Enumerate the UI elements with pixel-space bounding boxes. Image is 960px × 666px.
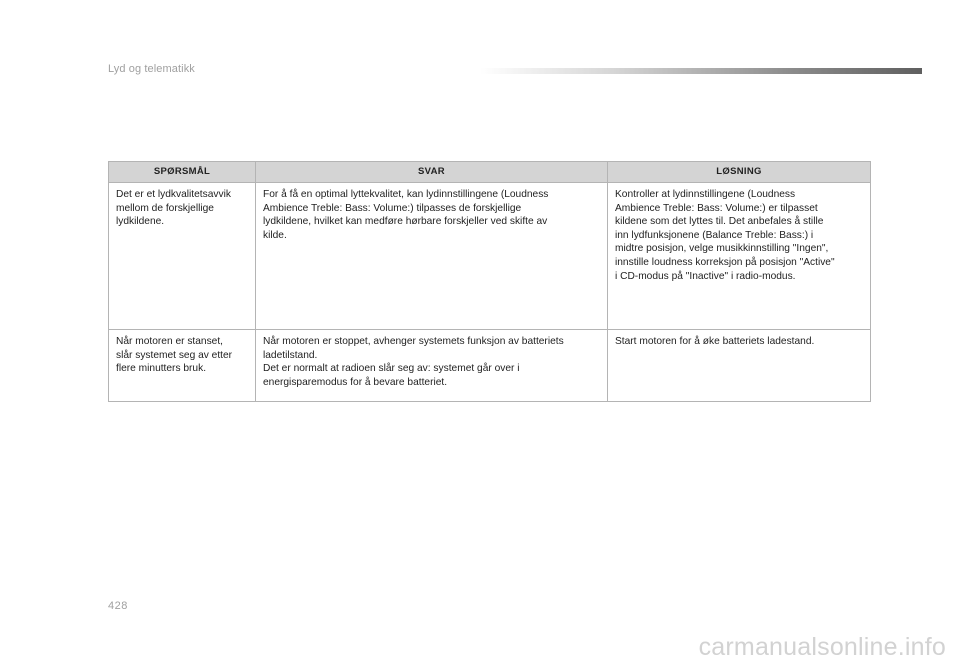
- solution-cell: [608, 183, 871, 330]
- text-line: inn lydfunksjonene (Balance Treble: Bass:) i: [615, 229, 814, 241]
- table-row: [109, 183, 871, 330]
- text-line: flere minutters bruk.: [116, 363, 207, 375]
- text-line: lydkildene.: [116, 216, 165, 228]
- page-number: 428: [108, 600, 128, 612]
- text-line: Det er et lydkvalitetsavvik: [116, 189, 231, 200]
- column-header-answer: SVAR: [256, 162, 608, 183]
- text-line: Ambience Treble: Bass: Volume:) tilpasses de forskjellige: [263, 202, 522, 214]
- text-line: innstille loudness korreksjon på posisjon "Active": [615, 256, 835, 268]
- text-line: midtre posisjon, velge musikkinnstilling "Ingen",: [615, 243, 829, 255]
- text-line: Når motoren er stanset,: [116, 336, 224, 347]
- text-line: ladetilstand.: [263, 349, 318, 361]
- column-header-solution: LØSNING: [608, 162, 871, 183]
- text-line: mellom de forskjellige: [116, 202, 214, 214]
- answer-cell: [256, 183, 608, 330]
- question-cell: [109, 183, 256, 330]
- solution-cell: [608, 330, 871, 402]
- watermark: carmanualsonline.info: [698, 633, 946, 661]
- text-line: For å få en optimal lyttekvalitet, kan lydinnstillingene (Loudness: [263, 189, 549, 200]
- text-line: Kontroller at lydinnstillingene (Loudness: [615, 189, 796, 200]
- text-line: i CD-modus på "Inactive" i radio-modus.: [615, 270, 796, 282]
- text-line: Start motoren for å øke batteriets ladestand.: [615, 336, 815, 347]
- text-line: Når motoren er stoppet, avhenger systemets funksjon av batteriets: [263, 336, 564, 347]
- section-title: Lyd og telematikk: [108, 63, 195, 75]
- text-line: kildene som det lyttes til. Det anbefales å stille: [615, 216, 824, 228]
- header-gradient-bar: [480, 68, 922, 74]
- text-line: kilde.: [263, 229, 287, 241]
- text-line: lydkildene, hvilket kan medføre hørbare forskjeller ved skifte av: [263, 216, 548, 228]
- text-line: Det er normalt at radioen slår seg av: systemet går over i: [263, 363, 520, 375]
- text-line: Ambience Treble: Bass: Volume:) er tilpasset: [615, 202, 818, 214]
- answer-cell: [256, 330, 608, 402]
- table-header-row: [109, 162, 871, 183]
- text-line: energisparemodus for å bevare batteriet.: [263, 376, 448, 388]
- question-cell: [109, 330, 256, 402]
- troubleshooting-table: [108, 161, 871, 402]
- table-row: [109, 330, 871, 402]
- column-header-question: SPØRSMÅL: [109, 162, 256, 183]
- text-line: slår systemet seg av etter: [116, 349, 233, 361]
